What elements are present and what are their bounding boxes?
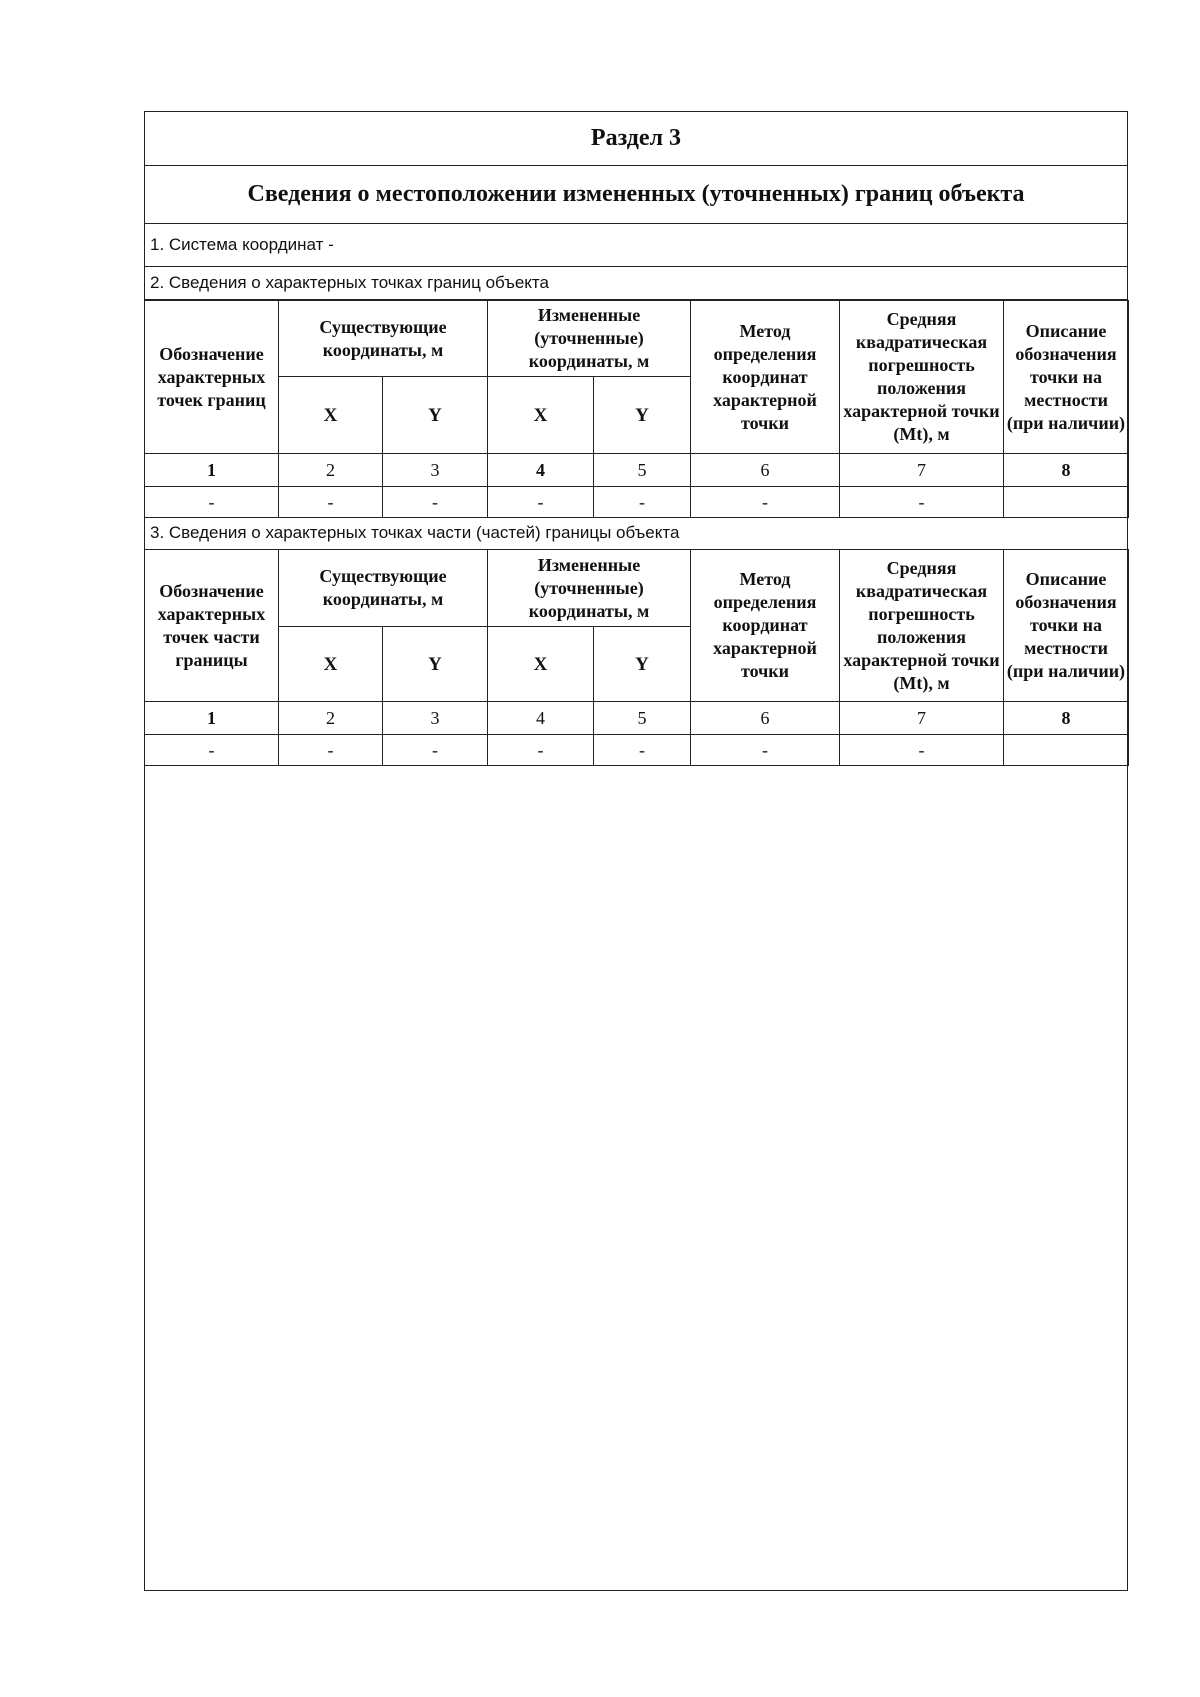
table-cell: -: [145, 735, 279, 766]
part3-header-y-changed: Y: [594, 627, 691, 702]
table-cell: -: [691, 487, 840, 518]
part3-table: [144, 549, 1129, 766]
part3-header-description: Описание обозначения точки на местности (при наличии): [1004, 550, 1129, 702]
section-3-block: [144, 111, 1128, 781]
table-cell: -: [594, 735, 691, 766]
column-number: 3: [383, 702, 488, 735]
column-number: 5: [594, 454, 691, 487]
table-row: [145, 735, 1129, 766]
column-number: 4: [488, 454, 594, 487]
table-cell: -: [594, 487, 691, 518]
table-cell: [1004, 487, 1129, 518]
part2-header-y-changed: Y: [594, 377, 691, 454]
coordinate-system-line: 1. Система координат -: [144, 223, 1128, 267]
part2-label: 2. Сведения о характерных точках границ объекта: [144, 267, 1128, 300]
table-cell: -: [840, 735, 1004, 766]
part2-header-changed-coords: Измененные (уточненные) координаты, м: [488, 301, 691, 377]
part2-header-point-designation: Обозначение характерных точек границ: [145, 301, 279, 454]
part3-label: 3. Сведения о характерных точках части (частей) границы объекта: [150, 523, 680, 542]
column-number: 1: [145, 702, 279, 735]
column-number: 6: [691, 454, 840, 487]
part2-table: [144, 300, 1129, 518]
table-cell: -: [383, 487, 488, 518]
part2-header-method: Метод определения координат характерной точки: [691, 301, 840, 454]
section-subtitle: Сведения о местоположении измененных (уточненных) границ объекта: [144, 165, 1128, 224]
part2-header-existing-coords: Существующие координаты, м: [279, 301, 488, 377]
table-row: [145, 487, 1129, 518]
column-number: 2: [279, 454, 383, 487]
table-cell: -: [691, 735, 840, 766]
part3-header-method: Метод определения координат характерной точки: [691, 550, 840, 702]
table-cell: -: [488, 735, 594, 766]
column-number: 6: [691, 702, 840, 735]
part3-header-point-designation: Обозначение характерных точек части границы: [145, 550, 279, 702]
part3-header-error: Средняя квадратическая погрешность положения характерной точки (Mt), м: [840, 550, 1004, 702]
table-cell: -: [383, 735, 488, 766]
part2-header-y-existing: Y: [383, 377, 488, 454]
section-title: Раздел 3: [144, 111, 1128, 166]
table-cell: -: [488, 487, 594, 518]
table-cell: [1004, 735, 1129, 766]
part3-header-x-changed: X: [488, 627, 594, 702]
column-number: 1: [145, 454, 279, 487]
table-cell: -: [279, 735, 383, 766]
table-cell: -: [279, 487, 383, 518]
table-cell: -: [145, 487, 279, 518]
column-number: 8: [1004, 454, 1129, 487]
part2-header-description: Описание обозначения точки на местности (при наличии): [1004, 301, 1129, 454]
column-number: 5: [594, 702, 691, 735]
column-number: 4: [488, 702, 594, 735]
part3-header-y-existing: Y: [383, 627, 488, 702]
column-number: 2: [279, 702, 383, 735]
part2-header-error: Средняя квадратическая погрешность положения характерной точки (Mt), м: [840, 301, 1004, 454]
column-number: 3: [383, 454, 488, 487]
table-cell: -: [840, 487, 1004, 518]
column-number: 8: [1004, 702, 1129, 735]
column-number: 7: [840, 702, 1004, 735]
part3-header-x-existing: X: [279, 627, 383, 702]
part2-header-x-existing: X: [279, 377, 383, 454]
part3-number-row: [145, 702, 1129, 735]
part2-number-row: [145, 454, 1129, 487]
part3-header-existing-coords: Существующие координаты, м: [279, 550, 488, 627]
part2-header-x-changed: X: [488, 377, 594, 454]
column-number: 7: [840, 454, 1004, 487]
part3-header-changed-coords: Измененные (уточненные) координаты, м: [488, 550, 691, 627]
